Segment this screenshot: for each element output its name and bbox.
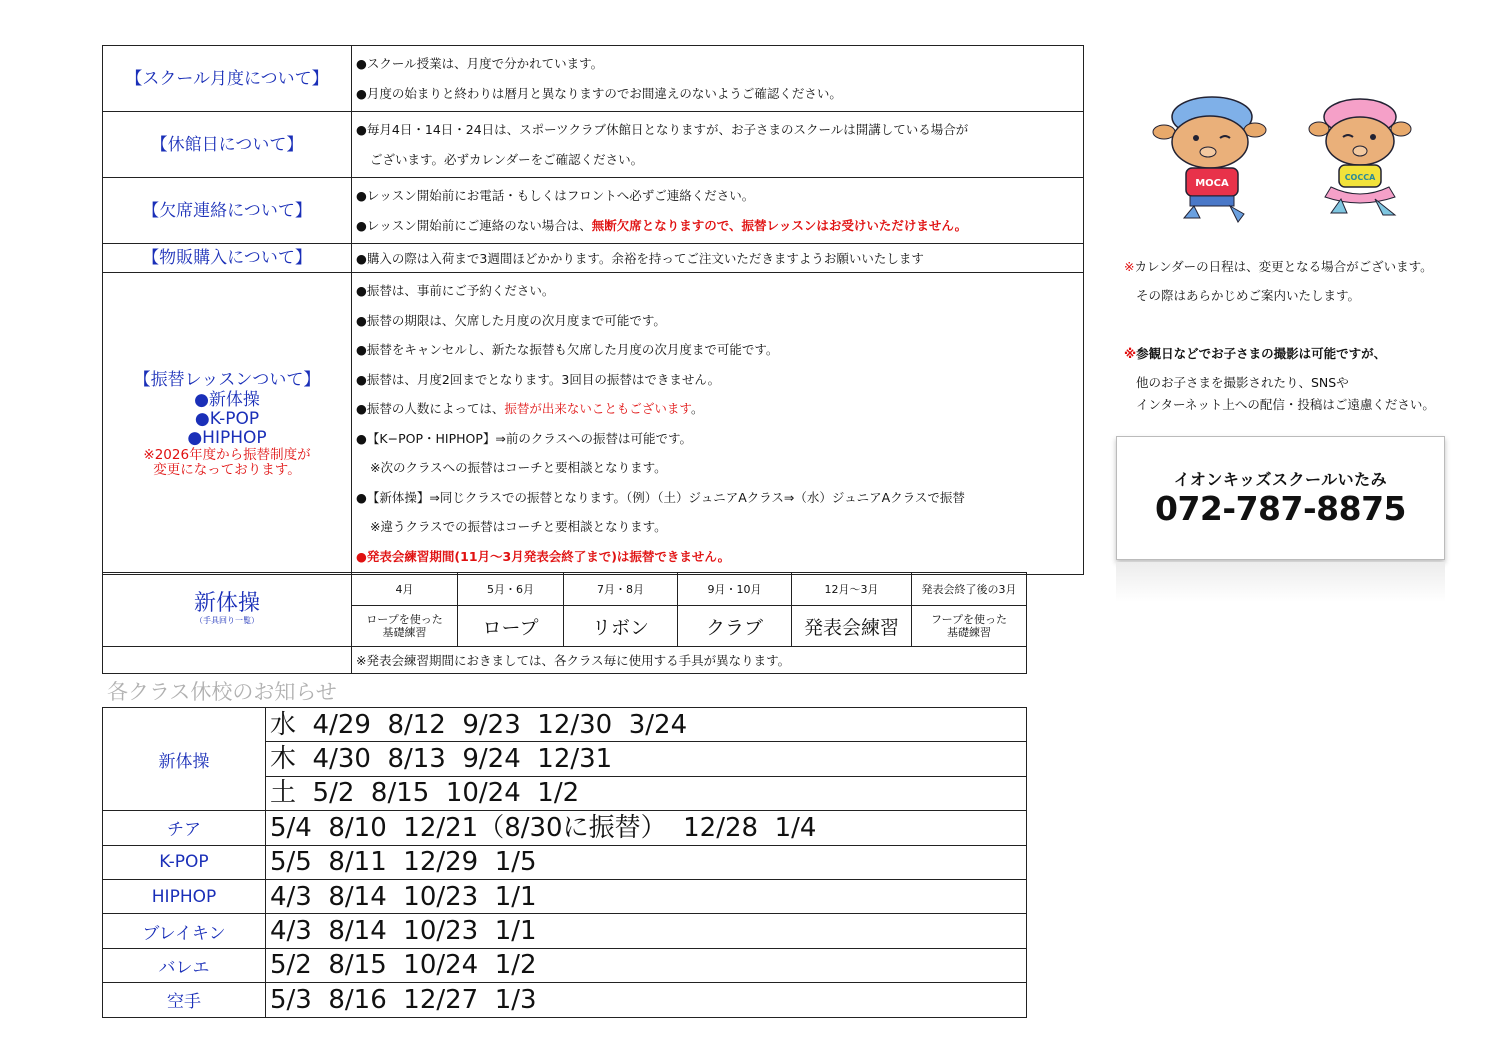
rule-line: ●【新体操】⇒同じクラスでの振替となります。（例）（土）ジュニアAクラス⇒（水）ジュニアAクラスで振替 — [356, 489, 965, 505]
holiday-row — [103, 983, 1027, 1017]
rule-line — [356, 394, 1083, 424]
mascot-ear — [1153, 125, 1175, 139]
makeup-class: ●K-POP — [194, 409, 260, 429]
equipment-month: 5月・6月 — [458, 573, 564, 606]
note-text: 参観日などでお子さまの撮影は可能ですが、 — [1136, 346, 1387, 361]
equipment-item-line: 基礎練習 — [947, 626, 991, 640]
equipment-subtitle: （手具回り一覧） — [195, 616, 259, 626]
mascot-moca — [1150, 92, 1270, 227]
note-line: インターネット上への配信・投稿はご遠慮ください。 — [1136, 397, 1435, 412]
rule-warning: ●発表会練習期間(11月〜3月発表会終了まで)は振替できません。 — [356, 548, 731, 564]
rule-warning: 無断欠席となりますので、振替レッスンはお受けいただけません。 — [591, 217, 968, 233]
contact-box — [1116, 436, 1445, 560]
rule-line: ※次のクラスへの振替はコーチと要相談となります。 — [370, 460, 667, 475]
rule-body — [352, 46, 1084, 112]
equipment-item-line: フープを使った — [930, 613, 1008, 627]
note-line — [1124, 343, 1435, 365]
equipment-month: 発表会終了後の3月 — [912, 573, 1027, 606]
rule-title: 【物販購入について】 — [103, 244, 352, 273]
equipment-item-line: ロープを使った — [366, 613, 443, 627]
holiday-dates: 木 4/30 8/13 9/24 12/31 — [266, 742, 1027, 776]
makeup-note: ※2026年度から振替制度が — [143, 447, 311, 463]
rule-body — [352, 244, 1084, 273]
equipment-note-row — [103, 646, 1027, 673]
holiday-row — [103, 948, 1027, 982]
equipment-month-row — [103, 573, 1027, 606]
equipment-item: ロープ — [458, 606, 564, 646]
equipment-item: 発表会練習 — [792, 606, 912, 646]
mascot-ear — [1391, 122, 1411, 136]
holiday-class-name: ブレイキン — [103, 914, 266, 948]
rule-line — [356, 211, 1083, 241]
makeup-class: ●新体操 — [194, 390, 260, 410]
rule-row-absence — [103, 178, 1084, 244]
rule-row-makeup — [103, 273, 1084, 575]
equipment-table — [102, 572, 1027, 674]
rule-title-cell — [103, 273, 352, 575]
equipment-item-line: 基礎練習 — [382, 626, 427, 640]
equipment-month: 4月 — [352, 573, 458, 606]
rule-line: ●振替の期限は、欠席した月度の次月度まで可能です。 — [356, 312, 666, 328]
holiday-class-name: 空手 — [103, 983, 266, 1017]
holiday-dates: 土 5/2 8/15 10/24 1/2 — [266, 776, 1027, 810]
mascot-shirt-text: COCCA — [1344, 173, 1376, 182]
holiday-row — [103, 708, 1027, 742]
rule-text: ●レッスン開始前にご連絡のない場合は、 — [356, 217, 592, 233]
rule-title: 【振替レッスンついて】 — [133, 370, 321, 390]
equipment-month: 9月・10月 — [678, 573, 792, 606]
mascot-cocca — [1305, 95, 1415, 225]
rule-line: ●レッスン開始前にお電話・もしくはフロントへ必ずご連絡ください。 — [356, 188, 755, 203]
rule-row-school-month — [103, 46, 1084, 112]
holiday-dates: 5/5 8/11 12/29 1/5 — [266, 845, 1027, 879]
rule-line: ●振替は、事前にご予約ください。 — [356, 283, 555, 298]
equipment-month: 7月・8月 — [564, 573, 678, 606]
holiday-dates: 5/3 8/16 12/27 1/3 — [266, 983, 1027, 1017]
mascot-shirt-text: MOCA — [1195, 178, 1229, 189]
holiday-heading: 各クラス休校のお知らせ — [107, 680, 337, 704]
equipment-item: クラブ — [678, 606, 792, 646]
school-name: イオンキッズスクールいたみ — [1173, 470, 1388, 489]
holiday-table — [102, 707, 1027, 1018]
rule-text: 。 — [690, 401, 704, 416]
holiday-class-name: バレエ — [103, 948, 266, 982]
calendar-note — [1124, 256, 1433, 307]
mascot-face — [1172, 116, 1248, 168]
holiday-row — [103, 914, 1027, 948]
rule-body — [352, 273, 1084, 575]
equipment-note: ※発表会練習期間におきましては、各クラス毎に使用する手具が異なります。 — [352, 646, 1027, 673]
phone-number[interactable]: 072-787-8875 — [1154, 489, 1406, 528]
equipment-item — [912, 606, 1027, 646]
holiday-class-name: 新体操 — [103, 708, 266, 811]
note-line: その際はあらかじめご案内いたします。 — [1136, 288, 1361, 303]
note-mark: ※ — [1124, 259, 1135, 274]
rule-title: 【スクール月度について】 — [103, 46, 352, 112]
rule-line: ●毎月4日・14日・24日は、スポーツクラブ休館日となりますが、お子さまのスクールは開講している場合が — [356, 122, 969, 137]
equipment-month: 12月〜3月 — [792, 573, 912, 606]
rule-warning: 振替が出来ないこともございます — [504, 401, 691, 416]
equipment-title-cell — [103, 573, 352, 647]
rule-line: ※違うクラスでの振替はコーチと要相談となります。 — [370, 519, 667, 534]
rule-title: 【欠席連絡について】 — [103, 178, 352, 244]
rule-line: ●振替は、月度2回までとなります。3回目の振替はできません。 — [356, 371, 721, 387]
holiday-class-name: K-POP — [103, 845, 266, 879]
makeup-note: 変更になっております。 — [153, 462, 301, 478]
rule-line: ●【K−POP・HIPHOP】⇒前のクラスへの振替は可能です。 — [356, 430, 692, 446]
holiday-row — [103, 811, 1027, 845]
holiday-row — [103, 845, 1027, 879]
rule-row-closed-days — [103, 112, 1084, 178]
rule-body — [352, 178, 1084, 244]
rule-line: ●購入の際は入荷まで3週間ほどかかります。余裕を持ってご注文いただきますようお願いいたします — [356, 250, 924, 266]
note-line — [1124, 256, 1433, 278]
rule-line: ●振替をキャンセルし、新たな振替も欠席した月度の次月度まで可能です。 — [356, 342, 779, 357]
holiday-dates: 水 4/29 8/12 9/23 12/30 3/24 — [266, 708, 1027, 742]
holiday-class-name: HIPHOP — [103, 879, 266, 913]
contact-box-reflection — [1116, 562, 1445, 602]
holiday-dates: 5/2 8/15 10/24 1/2 — [266, 948, 1027, 982]
note-text: カレンダーの日程は、変更となる場合がございます。 — [1134, 259, 1433, 274]
holiday-row — [103, 879, 1027, 913]
holiday-class-name: チア — [103, 811, 266, 845]
rule-text: ●振替の人数によっては、 — [356, 401, 505, 416]
rule-line: ございます。必ずカレンダーをご確認ください。 — [370, 151, 644, 167]
rule-line: ●スクール授業は、月度で分かれています。 — [356, 56, 604, 71]
note-mark: ※ — [1124, 346, 1137, 361]
mascot-face — [1326, 117, 1394, 165]
mascot-skirt — [1325, 187, 1395, 203]
rule-row-purchase — [103, 244, 1084, 273]
rule-line: ●月度の始まりと終わりは暦月と異なりますのでお間違えのないようご確認ください。 — [356, 85, 842, 101]
holiday-dates: 4/3 8/14 10/23 1/1 — [266, 879, 1027, 913]
equipment-item — [352, 606, 458, 646]
rules-table — [102, 45, 1084, 575]
holiday-dates: 4/3 8/14 10/23 1/1 — [266, 914, 1027, 948]
holiday-dates: 5/4 8/10 12/21（8/30に振替） 12/28 1/4 — [266, 811, 1027, 845]
equipment-title: 新体操 — [193, 591, 260, 617]
equipment-item: リボン — [564, 606, 678, 646]
photo-note — [1124, 343, 1435, 416]
mascot-ear — [1309, 122, 1329, 136]
rule-title: 【休館日について】 — [103, 112, 352, 178]
makeup-class: ●HIPHOP — [187, 428, 267, 448]
rule-body — [352, 112, 1084, 178]
note-line: 他のお子さまを撮影されたり、SNSや — [1136, 375, 1349, 390]
equipment-blank-cell — [103, 646, 352, 673]
